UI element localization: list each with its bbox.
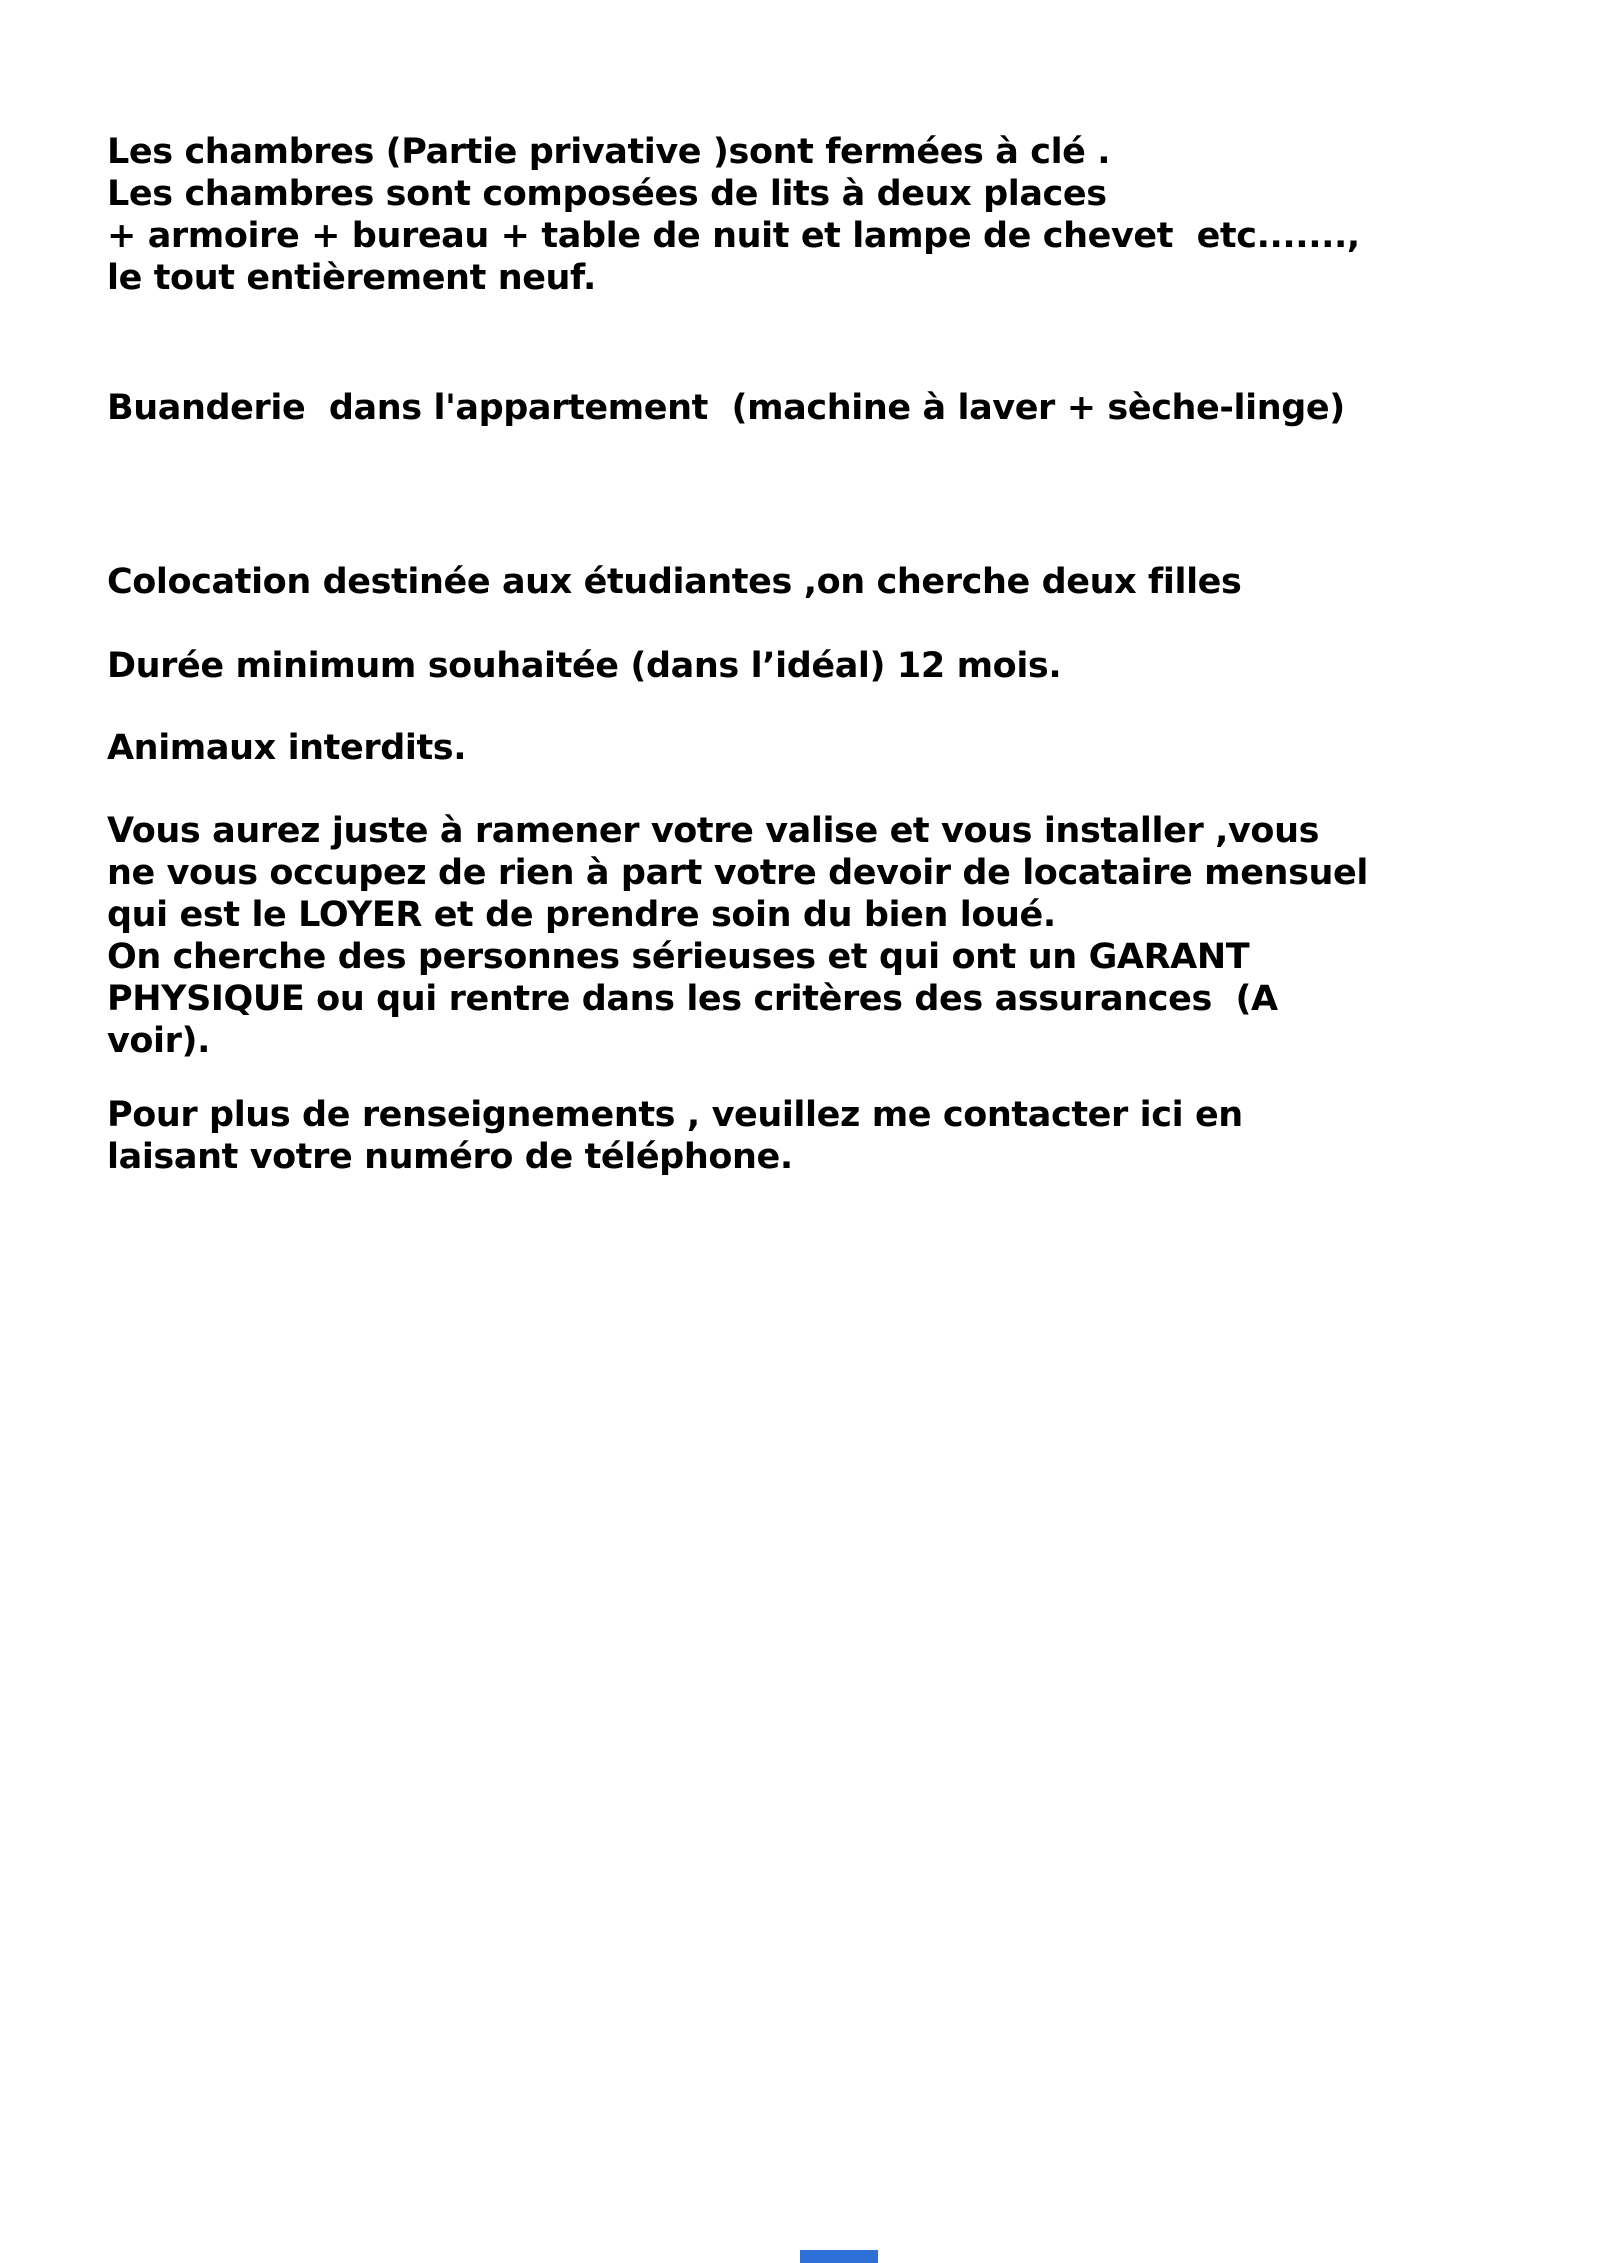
- text-line: + armoire + bureau + table de nuit et lampe de chevet etc.......,: [107, 216, 1360, 256]
- text-line: On cherche des personnes sérieuses et qui ont un GARANT: [107, 937, 1250, 977]
- partially-visible-blue-element[interactable]: [800, 2250, 878, 2263]
- paragraph-colocation: [107, 561, 1527, 603]
- text-line: Les chambres sont composées de lits à deux places: [107, 174, 1107, 214]
- paragraph-conditions: [107, 810, 1527, 1062]
- text-line: Les chambres (Partie privative )sont fermées à clé .: [107, 132, 1111, 172]
- text-line: Durée minimum souhaitée (dans l’idéal) 12 mois.: [107, 646, 1062, 686]
- text-line: Buanderie dans l'appartement (machine à laver + sèche-linge): [107, 388, 1345, 428]
- text-line: voir).: [107, 1021, 211, 1061]
- text-line: le tout entièrement neuf.: [107, 258, 596, 298]
- paragraph-duration: [107, 645, 1527, 687]
- text-line: Pour plus de renseignements , veuillez me contacter ici en: [107, 1095, 1243, 1135]
- text-line: Animaux interdits.: [107, 728, 467, 768]
- text-line: PHYSIQUE ou qui rentre dans les critères des assurances (A: [107, 979, 1278, 1019]
- text-line: laisant votre numéro de téléphone.: [107, 1137, 793, 1177]
- text-line: Colocation destinée aux étudiantes ,on cherche deux filles: [107, 562, 1242, 602]
- document-body: [107, 131, 1527, 1178]
- text-line: Vous aurez juste à ramener votre valise et vous installer ,vous: [107, 811, 1320, 851]
- paragraph-rooms: [107, 131, 1527, 299]
- paragraph-contact: [107, 1094, 1527, 1178]
- paragraph-laundry: [107, 387, 1527, 429]
- paragraph-animals: [107, 727, 1527, 769]
- text-line: ne vous occupez de rien à part votre devoir de locataire mensuel: [107, 853, 1368, 893]
- text-line: qui est le LOYER et de prendre soin du bien loué.: [107, 895, 1056, 935]
